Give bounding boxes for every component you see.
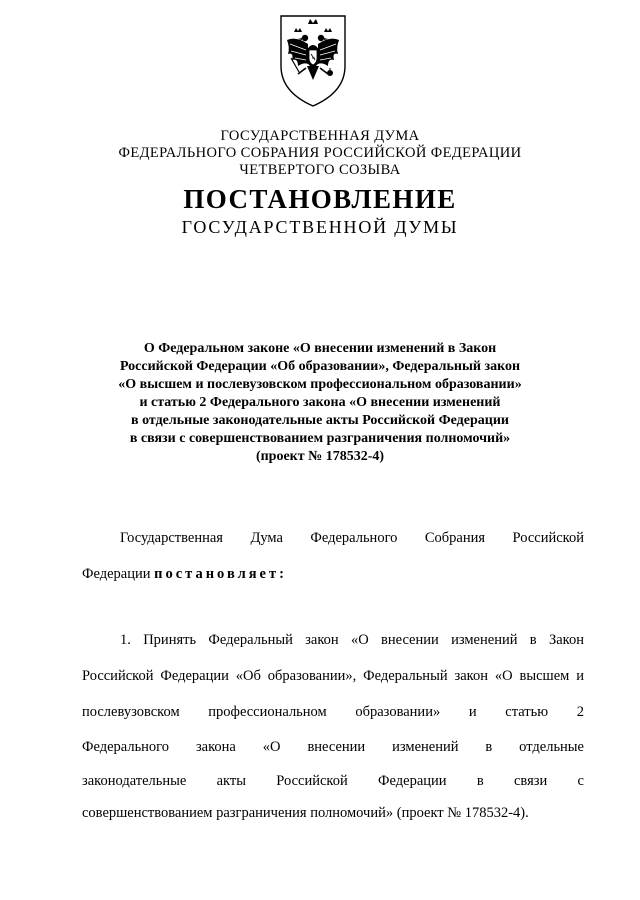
document-issuer: ГОСУДАРСТВЕННОЙ ДУМЫ bbox=[181, 217, 459, 237]
state-emblem-icon bbox=[278, 14, 348, 108]
item1-line-6: совершенствованием разграничения полномочий» (проект № 178532-4). bbox=[82, 805, 529, 821]
preamble-text: Федерации bbox=[82, 566, 151, 582]
document-type-title: ПОСТАНОВЛЕНИЕ bbox=[183, 184, 457, 214]
item1-line-3: послевузовском профессиональном образовании» и статью 2 bbox=[82, 704, 584, 720]
subject-line-3: «О высшем и послевузовском профессиональном образовании» bbox=[118, 377, 522, 392]
subject-line-6: в связи с совершенствованием разграничения полномочий» bbox=[129, 431, 511, 446]
preamble-verb: постановляет: bbox=[154, 566, 287, 582]
header-line-2: ФЕДЕРАЛЬНОГО СОБРАНИЯ РОССИЙСКОЙ ФЕДЕРАЦИИ bbox=[118, 145, 522, 161]
header-line-1: ГОСУДАРСТВЕННАЯ ДУМА bbox=[220, 128, 420, 144]
item1-line-5: законодательные акты Российской Федерации в связи с bbox=[82, 773, 584, 789]
item1-line-4: Федерального закона «О внесении изменений в отдельные bbox=[82, 739, 584, 755]
item1-line-1: 1. Принять Федеральный закон «О внесении изменений в Закон bbox=[120, 632, 584, 648]
subject-line-7: (проект № 178532-4) bbox=[255, 449, 385, 464]
item1-line-2: Российской Федерации «Об образовании», Федеральный закон «О высшем и bbox=[82, 668, 584, 684]
subject-line-1: О Федеральном законе «О внесении изменений в Закон bbox=[143, 341, 497, 356]
subject-line-4: и статью 2 Федерального закона «О внесении изменений bbox=[139, 395, 501, 410]
subject-line-5: в отдельные законодательные акты Российской Федерации bbox=[131, 413, 509, 428]
header-line-3: ЧЕТВЕРТОГО СОЗЫВА bbox=[239, 162, 401, 178]
preamble-line-1: Государственная Дума Федерального Собрания Российской bbox=[120, 530, 584, 546]
subject-line-2: Российской Федерации «Об образовании», Федеральный закон bbox=[119, 359, 521, 374]
preamble-line-2 bbox=[82, 564, 584, 584]
